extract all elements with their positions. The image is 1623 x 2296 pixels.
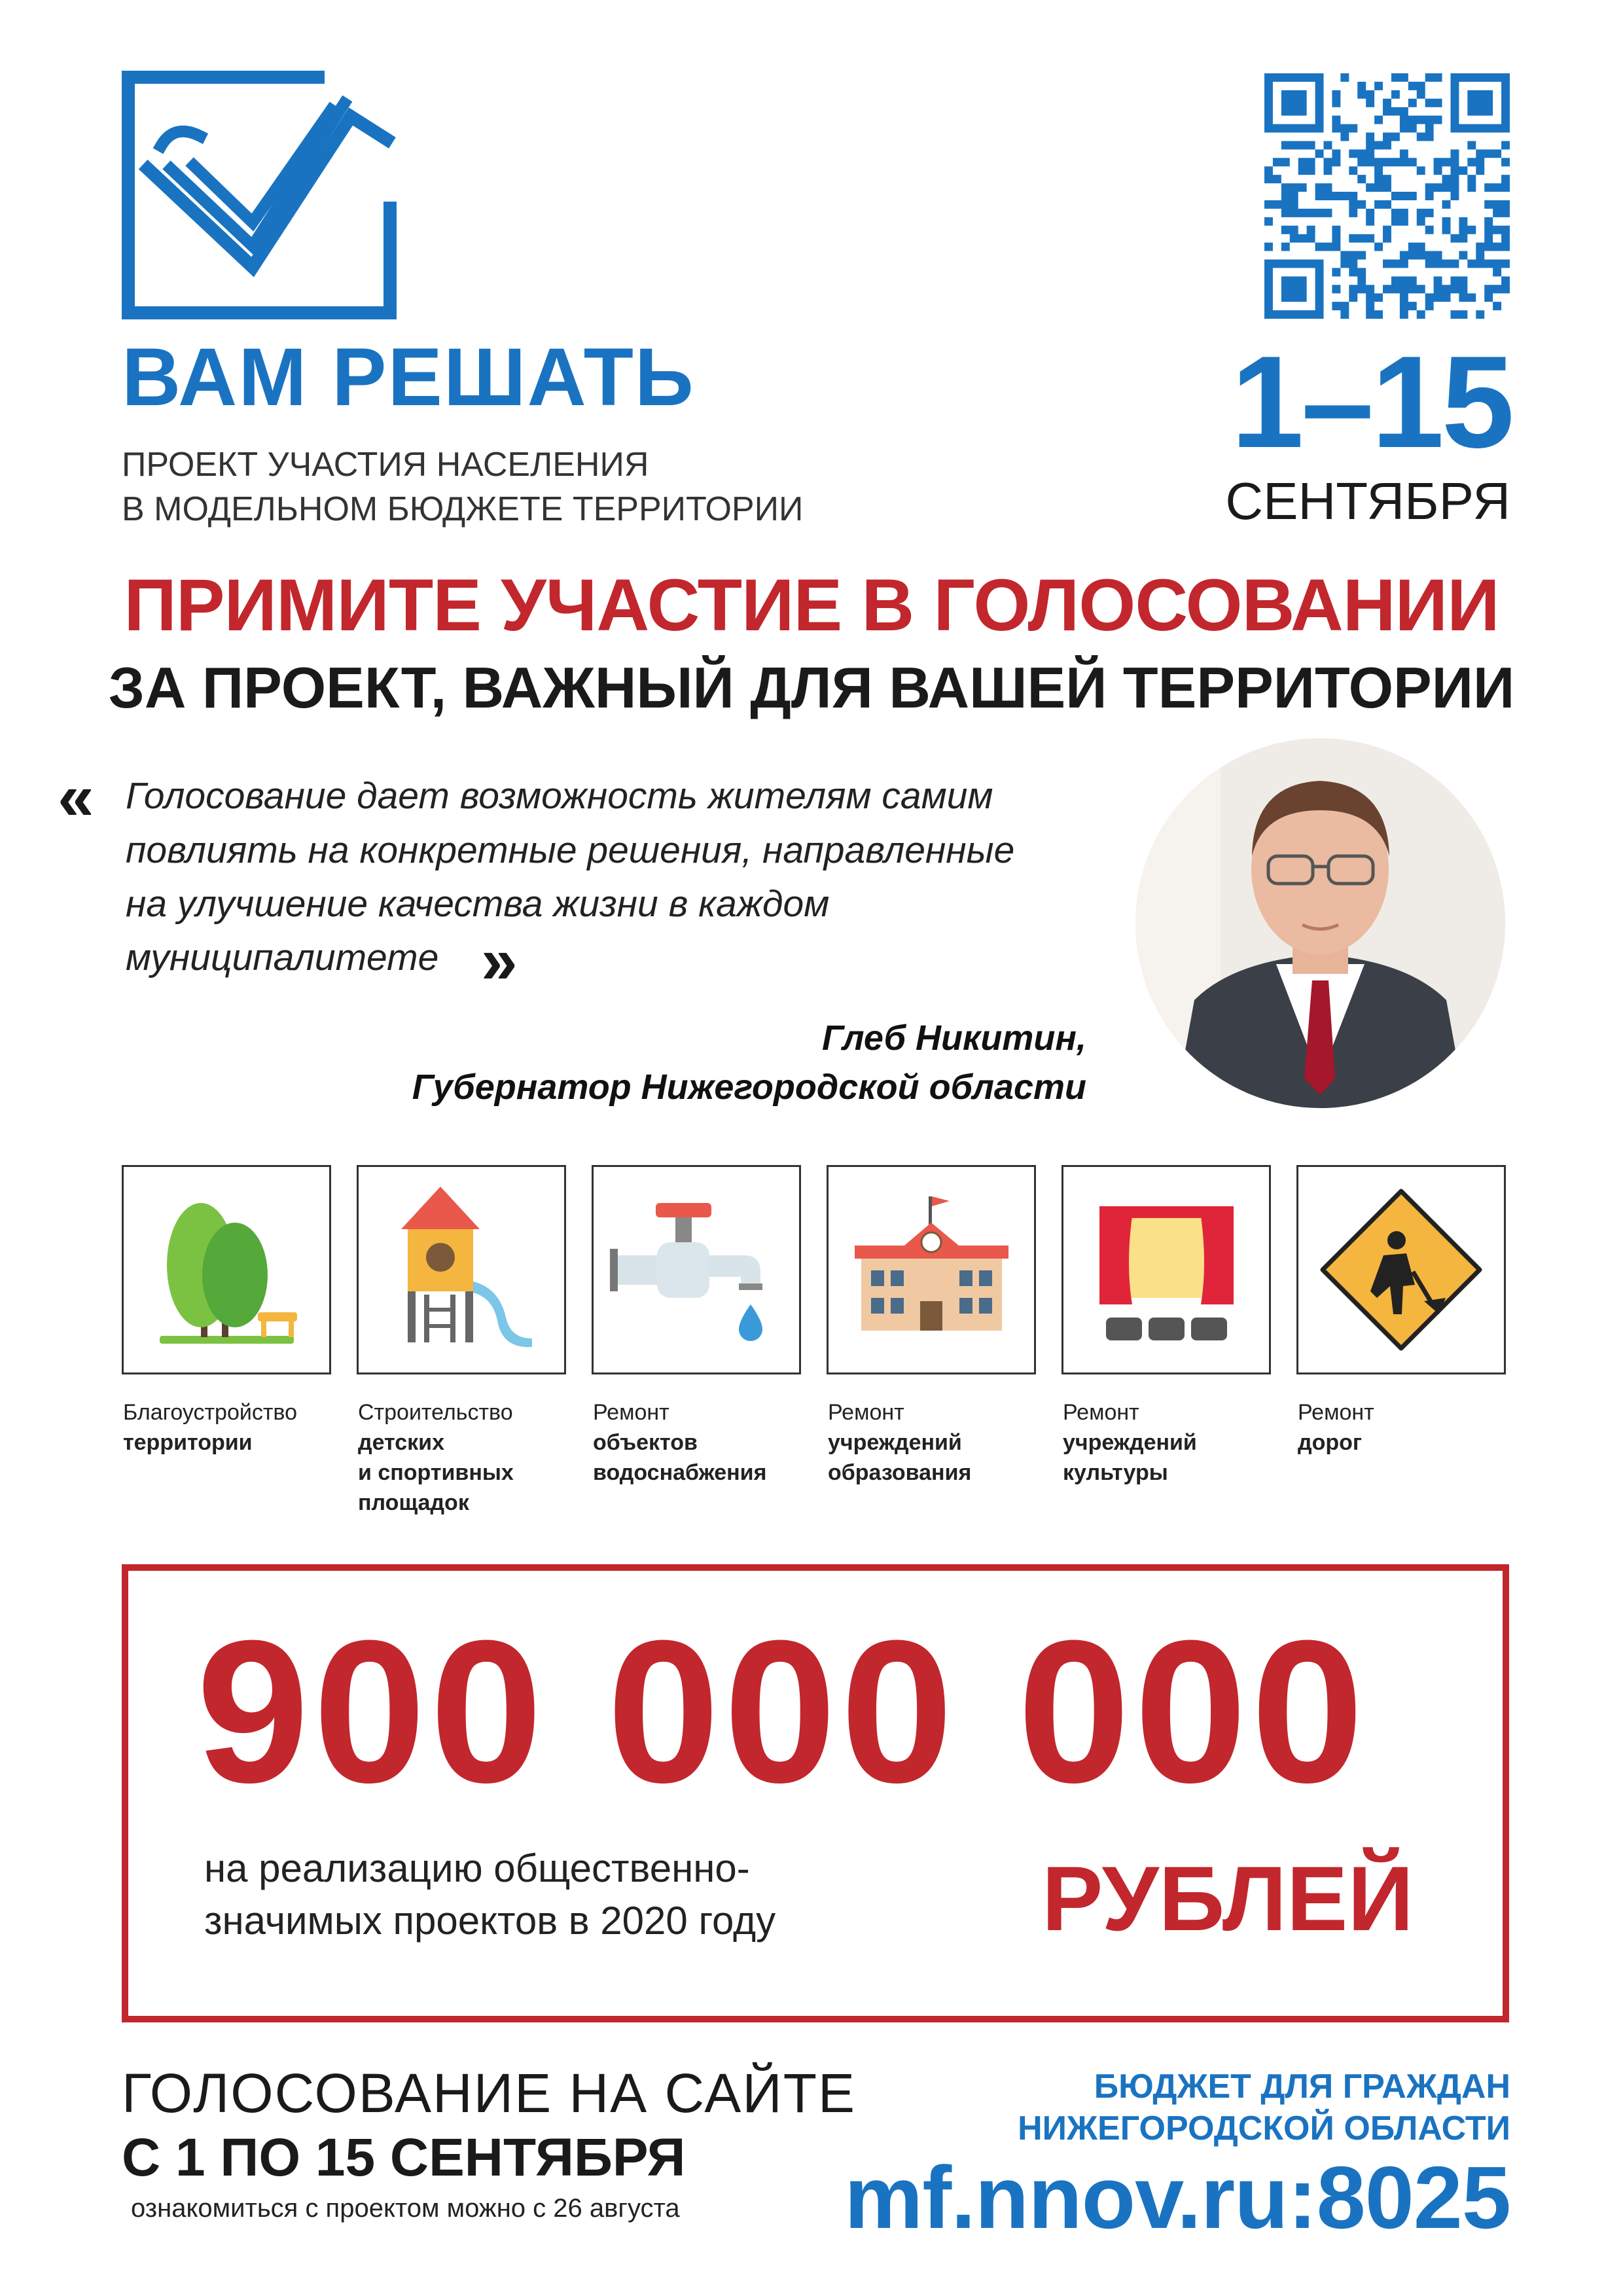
category-tile-culture bbox=[1061, 1165, 1271, 1374]
brand-subtitle-line2: В МОДЕЛЬНОМ БЮДЖЕТЕ ТЕРРИТОРИИ bbox=[122, 490, 804, 528]
budget-description-line1: на реализацию общественно- bbox=[204, 1846, 750, 1890]
vote-note: ознакомиться с проектом можно с 26 августа bbox=[131, 2194, 680, 2223]
budget-amount: 900 000 000 bbox=[196, 1598, 1368, 1825]
date-range: 1–15 bbox=[1231, 329, 1512, 475]
date-month: СЕНТЯБРЯ bbox=[1225, 472, 1510, 530]
category-caption-education: Ремонт учреждений образования bbox=[828, 1400, 972, 1485]
budget-description-line2: значимых проектов в 2020 году bbox=[204, 1899, 776, 1943]
category-caption-water: Ремонт объектов водоснабжения bbox=[593, 1400, 767, 1485]
quote-line-4: муниципалитете bbox=[126, 937, 439, 978]
site-url-link[interactable]: mf.nnov.ru:8025 bbox=[844, 2148, 1510, 2247]
category-caption-playgrounds: Строительство детских и спортивных площадок bbox=[358, 1400, 514, 1515]
quote-author-name: Глеб Никитин, bbox=[821, 1018, 1086, 1058]
category-tile-playgrounds bbox=[357, 1165, 566, 1374]
qr-code-icon bbox=[1264, 73, 1510, 319]
vote-site-heading: ГОЛОСОВАНИЕ НА САЙТЕ bbox=[122, 2062, 857, 2124]
headline-primary: ПРИМИТЕ УЧАСТИЕ В ГОЛОСОВАНИИ bbox=[124, 564, 1499, 646]
quote-close-mark: » bbox=[481, 924, 518, 997]
budget-for-citizens-line1: БЮДЖЕТ ДЛЯ ГРАЖДАН bbox=[1094, 2068, 1510, 2106]
check-mark-logo-icon bbox=[122, 71, 397, 319]
category-caption-roads: Ремонт дорог bbox=[1298, 1400, 1374, 1455]
category-caption-culture: Ремонт учреждений культуры bbox=[1063, 1400, 1197, 1485]
category-tile-landscaping bbox=[122, 1165, 331, 1374]
quote-line-2: повлиять на конкретные решения, направленные bbox=[126, 829, 1015, 871]
quote-line-1: Голосование дает возможность жителям самим bbox=[126, 775, 993, 817]
vote-dates: С 1 ПО 15 СЕНТЯБРЯ bbox=[122, 2128, 686, 2187]
quote-open-mark: « bbox=[58, 761, 94, 834]
category-tile-roads bbox=[1296, 1165, 1506, 1374]
category-tile-education bbox=[827, 1165, 1036, 1374]
quote-line-3: на улучшение качества жизни в каждом bbox=[126, 883, 830, 925]
brand-subtitle-line1: ПРОЕКТ УЧАСТИЯ НАСЕЛЕНИЯ bbox=[122, 446, 649, 484]
trees-bench-icon bbox=[124, 1167, 329, 1372]
school-building-icon bbox=[829, 1167, 1034, 1372]
category-caption-landscaping: Благоустройство территории bbox=[123, 1400, 298, 1455]
water-tap-icon bbox=[594, 1167, 799, 1372]
budget-for-citizens-line2: НИЖЕГОРОДСКОЙ ОБЛАСТИ bbox=[1018, 2109, 1510, 2147]
governor-portrait bbox=[1135, 738, 1505, 1108]
playground-icon bbox=[359, 1167, 564, 1372]
brand-title: ВАМ РЕШАТЬ bbox=[122, 332, 695, 423]
headline-secondary: ЗА ПРОЕКТ, ВАЖНЫЙ ДЛЯ ВАШЕЙ ТЕРРИТОРИИ bbox=[108, 655, 1515, 720]
road-works-sign-icon bbox=[1298, 1167, 1504, 1372]
quote-author-title: Губернатор Нижегородской области bbox=[412, 1067, 1086, 1107]
category-tile-water bbox=[592, 1165, 801, 1374]
budget-currency: РУБЛЕЙ bbox=[1042, 1847, 1414, 1950]
theater-stage-icon bbox=[1063, 1167, 1269, 1372]
